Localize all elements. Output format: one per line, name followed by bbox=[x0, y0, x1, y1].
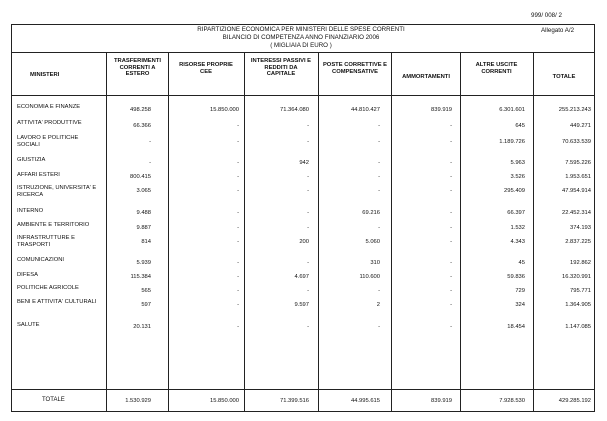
cell-value: - bbox=[450, 274, 452, 280]
cell-value: 66.397 bbox=[507, 210, 525, 216]
total-value: 839.919 bbox=[431, 398, 452, 404]
row-label: DIFESA bbox=[17, 272, 38, 278]
cell-value: 800.415 bbox=[130, 174, 151, 180]
cell-value: 192.862 bbox=[570, 260, 591, 266]
column-divider bbox=[533, 52, 534, 412]
row-label: AFFARI ESTERI bbox=[17, 172, 60, 178]
cell-value: - bbox=[378, 288, 380, 294]
cell-value: 597 bbox=[141, 302, 151, 308]
total-value: 71.399.516 bbox=[279, 398, 309, 404]
cell-value: - bbox=[378, 174, 380, 180]
document-code: 999/ 008/ 2 bbox=[531, 12, 562, 19]
cell-value: 20.131 bbox=[133, 324, 151, 330]
cell-value: - bbox=[237, 210, 239, 216]
cell-value: - bbox=[237, 123, 239, 129]
cell-value: - bbox=[307, 123, 309, 129]
cell-value: 115.384 bbox=[130, 274, 151, 280]
cell-value: 44.810.427 bbox=[350, 107, 380, 113]
cell-value: 9.488 bbox=[136, 210, 151, 216]
table-frame bbox=[11, 24, 595, 412]
cell-value: 5.060 bbox=[365, 239, 380, 245]
cell-value: - bbox=[450, 160, 452, 166]
cell-value: 255.213.243 bbox=[558, 107, 591, 113]
column-divider bbox=[244, 52, 245, 412]
row-label: AMBIENTE E TERRITORIO bbox=[17, 222, 90, 228]
cell-value: - bbox=[378, 324, 380, 330]
total-label: TOTALE bbox=[42, 397, 65, 403]
cell-value: 71.364.080 bbox=[279, 107, 309, 113]
column-divider bbox=[318, 52, 319, 412]
cell-value: - bbox=[307, 210, 309, 216]
cell-value: 59.836 bbox=[507, 274, 525, 280]
row-label: BENI E ATTIVITA' CULTURALI bbox=[17, 299, 97, 305]
title-separator bbox=[11, 52, 595, 53]
cell-value: 2.837.225 bbox=[565, 239, 591, 245]
cell-value: - bbox=[307, 225, 309, 231]
total-value: 44.995.615 bbox=[350, 398, 380, 404]
column-header-poste: POSTE CORRETTIVE E COMPENSATIVE bbox=[322, 62, 388, 75]
cell-value: 47.954.914 bbox=[561, 188, 591, 194]
cell-value: 295.409 bbox=[504, 188, 525, 194]
column-divider bbox=[391, 52, 392, 412]
cell-value: 110.600 bbox=[359, 274, 380, 280]
title-line-3: ( MIGLIAIA DI EURO ) bbox=[270, 41, 332, 49]
cell-value: 942 bbox=[299, 160, 309, 166]
row-label: ECONOMIA E FINANZE bbox=[17, 104, 81, 110]
cell-value: 1.364.905 bbox=[565, 302, 591, 308]
total-separator bbox=[11, 389, 595, 390]
cell-value: - bbox=[149, 139, 151, 145]
column-header-interessi: INTERESSI PASSIVI E REDDITI DA CAPITALE bbox=[250, 58, 312, 78]
total-value: 7.928.530 bbox=[499, 398, 525, 404]
cell-value: - bbox=[450, 174, 452, 180]
cell-value: 45 bbox=[518, 260, 525, 266]
cell-value: - bbox=[450, 288, 452, 294]
cell-value: - bbox=[378, 123, 380, 129]
cell-value: 4.343 bbox=[510, 239, 525, 245]
column-header-totale: TOTALE bbox=[552, 74, 576, 80]
row-label: INFRASTRUTTURE E TRASPORTI bbox=[17, 235, 75, 248]
cell-value: 9.597 bbox=[294, 302, 309, 308]
cell-value: - bbox=[237, 239, 239, 245]
column-header-altre-uscite: ALTRE USCITE CORRENTI bbox=[475, 62, 518, 75]
cell-value: - bbox=[307, 324, 309, 330]
total-value: 15.850.000 bbox=[209, 398, 239, 404]
row-label: SALUTE bbox=[17, 322, 40, 328]
cell-value: - bbox=[307, 188, 309, 194]
cell-value: - bbox=[237, 225, 239, 231]
row-label: ISTRUZIONE, UNIVERSITA' E RICERCA bbox=[17, 185, 97, 198]
row-label: LAVORO E POLITICHE SOCIALI bbox=[17, 135, 79, 148]
total-value: 1.530.929 bbox=[125, 398, 151, 404]
cell-value: - bbox=[237, 288, 239, 294]
cell-value: 310 bbox=[370, 260, 380, 266]
title-line-2: BILANCIO DI COMPETENZA ANNO FINANZIARIO 2006 bbox=[222, 33, 380, 41]
cell-value: 3.526 bbox=[510, 174, 525, 180]
cell-value: 18.454 bbox=[507, 324, 525, 330]
cell-value: - bbox=[237, 139, 239, 145]
cell-value: - bbox=[378, 160, 380, 166]
header-separator bbox=[11, 95, 595, 96]
cell-value: 565 bbox=[141, 288, 151, 294]
cell-value: 795.771 bbox=[570, 288, 591, 294]
cell-value: 1.147.085 bbox=[565, 324, 591, 330]
cell-value: 645 bbox=[515, 123, 525, 129]
row-label: COMUNICAZIONI bbox=[17, 257, 65, 263]
cell-value: - bbox=[450, 260, 452, 266]
cell-value: - bbox=[450, 123, 452, 129]
cell-value: - bbox=[149, 160, 151, 166]
cell-value: 5.963 bbox=[510, 160, 525, 166]
cell-value: - bbox=[237, 188, 239, 194]
cell-value: 22.452.314 bbox=[561, 210, 591, 216]
cell-value: - bbox=[237, 160, 239, 166]
cell-value: 16.320.991 bbox=[561, 274, 591, 280]
row-label: GIUSTIZIA bbox=[17, 157, 46, 163]
column-divider bbox=[168, 52, 169, 412]
column-header-ministeri: MINISTERI bbox=[30, 72, 60, 78]
cell-value: - bbox=[237, 260, 239, 266]
column-header-risorse: RISORSE PROPRIE CEE bbox=[179, 62, 233, 75]
cell-value: - bbox=[307, 288, 309, 294]
cell-value: - bbox=[450, 188, 452, 194]
row-label: POLITICHE AGRICOLE bbox=[17, 285, 79, 291]
cell-value: 7.595.226 bbox=[565, 160, 591, 166]
cell-value: 839.919 bbox=[431, 107, 452, 113]
cell-value: 4.697 bbox=[294, 274, 309, 280]
cell-value: 5.939 bbox=[136, 260, 151, 266]
cell-value: - bbox=[450, 139, 452, 145]
title-line-1: RIPARTIZIONE ECONOMICA PER MINISTERI DELLE SPESE CORRENTI bbox=[197, 26, 405, 33]
document-title bbox=[156, 26, 446, 49]
cell-value: - bbox=[307, 139, 309, 145]
cell-value: 200 bbox=[299, 239, 309, 245]
row-label: ATTIVITA' PRODUTTIVE bbox=[17, 120, 82, 126]
cell-value: 69.216 bbox=[362, 210, 380, 216]
cell-value: 324 bbox=[515, 302, 525, 308]
column-divider bbox=[460, 52, 461, 412]
cell-value: - bbox=[307, 260, 309, 266]
cell-value: 15.850.000 bbox=[209, 107, 239, 113]
cell-value: 6.301.601 bbox=[499, 107, 525, 113]
cell-value: - bbox=[378, 225, 380, 231]
cell-value: 498.258 bbox=[130, 107, 151, 113]
cell-value: - bbox=[237, 324, 239, 330]
cell-value: 729 bbox=[515, 288, 525, 294]
annex-label: Allegato A/2 bbox=[541, 27, 575, 34]
cell-value: 70.633.539 bbox=[561, 139, 591, 145]
cell-value: 1.953.651 bbox=[565, 174, 591, 180]
cell-value: - bbox=[378, 188, 380, 194]
column-header-trasferimenti: TRASFERIMENTI CORRENTI A ESTERO bbox=[113, 58, 162, 78]
cell-value: 449.271 bbox=[570, 123, 591, 129]
cell-value: - bbox=[450, 302, 452, 308]
column-header-ammortamenti: AMMORTAMENTI bbox=[402, 74, 450, 80]
cell-value: - bbox=[237, 274, 239, 280]
cell-value: 814 bbox=[141, 239, 151, 245]
cell-value: - bbox=[378, 139, 380, 145]
cell-value: - bbox=[237, 302, 239, 308]
cell-value: 66.366 bbox=[133, 123, 151, 129]
cell-value: 3.065 bbox=[136, 188, 151, 194]
cell-value: - bbox=[450, 239, 452, 245]
cell-value: - bbox=[450, 225, 452, 231]
cell-value: - bbox=[237, 174, 239, 180]
cell-value: - bbox=[450, 324, 452, 330]
cell-value: 374.193 bbox=[570, 225, 591, 231]
total-value: 429.285.192 bbox=[558, 398, 591, 404]
row-label: INTERNO bbox=[17, 208, 44, 214]
cell-value: 2 bbox=[376, 302, 380, 308]
cell-value: 9.887 bbox=[136, 225, 151, 231]
cell-value: 1.189.726 bbox=[499, 139, 525, 145]
cell-value: - bbox=[307, 174, 309, 180]
cell-value: - bbox=[450, 210, 452, 216]
cell-value: 1.532 bbox=[510, 225, 525, 231]
